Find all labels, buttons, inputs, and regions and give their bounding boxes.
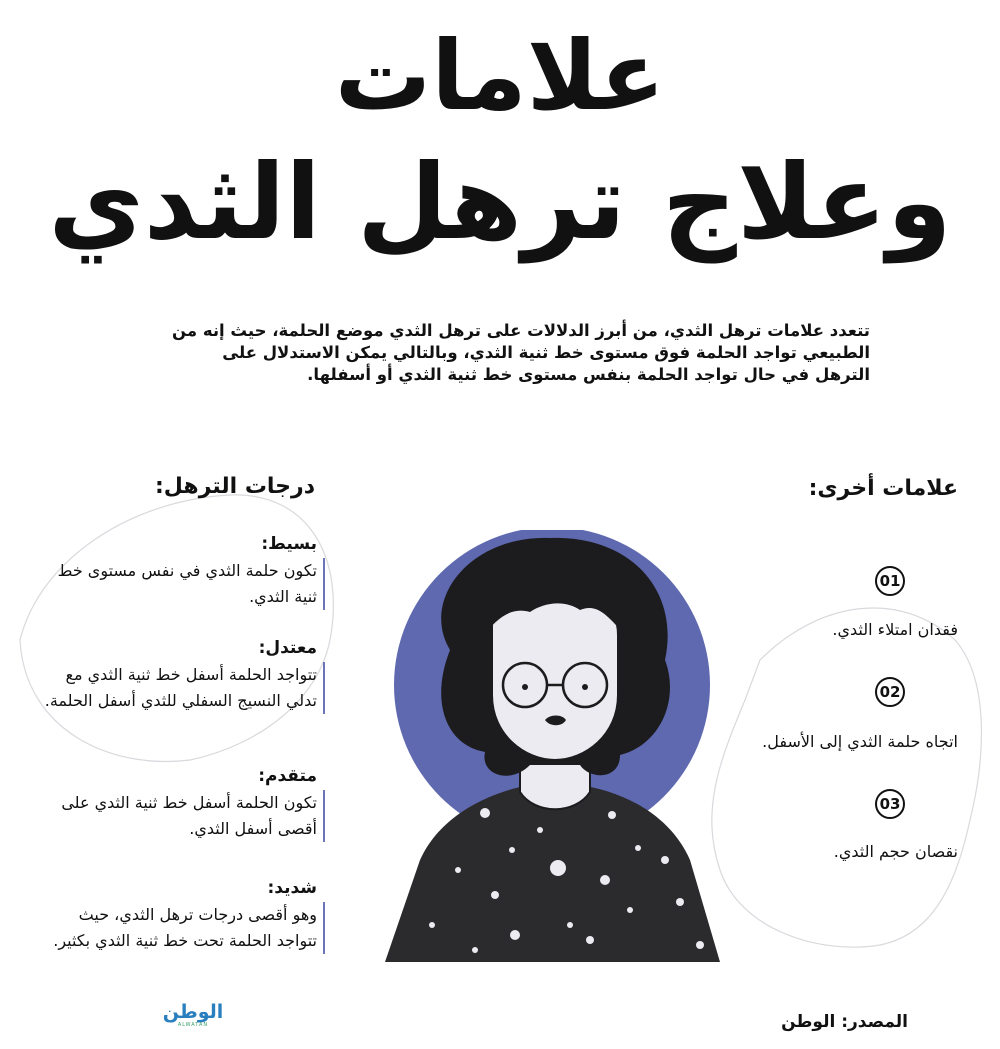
intro-paragraph: تتعدد علامات ترهل الثدي، من أبرز الدلالات على ترهل الثدي موضع الحلمة، حيث إنه من الطبيعي تواجد الحلمة فوق مستوى خط ثنية الثدي، وبالتالي يمكن الاستدلال على الترهل في حال تواجد الحلمة بنفس مستوى خط ثنية الثدي أو أسفلها. bbox=[172, 321, 870, 384]
degree-title: شديد: bbox=[267, 878, 317, 898]
woman-illustration bbox=[380, 530, 730, 970]
logo-arabic: الوطن bbox=[162, 1001, 224, 1023]
degree-body: تكون حلمة الثدي في نفس مستوى خط ثنية الثدي. bbox=[40, 558, 325, 610]
degree-item-severe bbox=[40, 876, 317, 954]
degree-body: وهو أقصى درجات ترهل الثدي، حيث تتواجد الحلمة تحت خط ثنية الثدي بكثير. bbox=[40, 902, 325, 954]
sign-text: فقدان امتلاء الثدي. bbox=[832, 620, 958, 639]
sign-number-badge: 02 bbox=[875, 677, 905, 707]
degree-item-moderate bbox=[40, 636, 317, 714]
source-credit: المصدر: الوطن bbox=[781, 1012, 908, 1032]
alwatan-logo bbox=[158, 1002, 228, 1028]
degrees-heading: درجات الترهل: bbox=[155, 474, 315, 499]
degree-item-mild bbox=[40, 532, 317, 610]
other-signs-heading: علامات أخرى: bbox=[808, 476, 958, 501]
sign-number-badge: 01 bbox=[875, 566, 905, 596]
degree-title: بسيط: bbox=[261, 534, 317, 554]
degree-title: معتدل: bbox=[258, 638, 317, 658]
sign-text: نقصان حجم الثدي. bbox=[833, 842, 958, 861]
page-title-line2: وعلاج ترهل الثدي bbox=[48, 141, 952, 263]
page-title-line1: علامات bbox=[334, 20, 666, 132]
degree-body: تتواجد الحلمة أسفل خط ثنية الثدي مع تدلي النسيج السفلي للثدي أسفل الحلمة. bbox=[40, 662, 325, 714]
degree-item-advanced bbox=[40, 764, 317, 842]
sign-text: اتجاه حلمة الثدي إلى الأسفل. bbox=[762, 732, 958, 751]
logo-latin: ALWATAN bbox=[177, 1022, 209, 1028]
face bbox=[492, 590, 618, 760]
degree-title: متقدم: bbox=[258, 766, 317, 786]
degree-body: تكون الحلمة أسفل خط ثنية الثدي على أقصى أسفل الثدي. bbox=[40, 790, 325, 842]
sign-number-badge: 03 bbox=[875, 789, 905, 819]
